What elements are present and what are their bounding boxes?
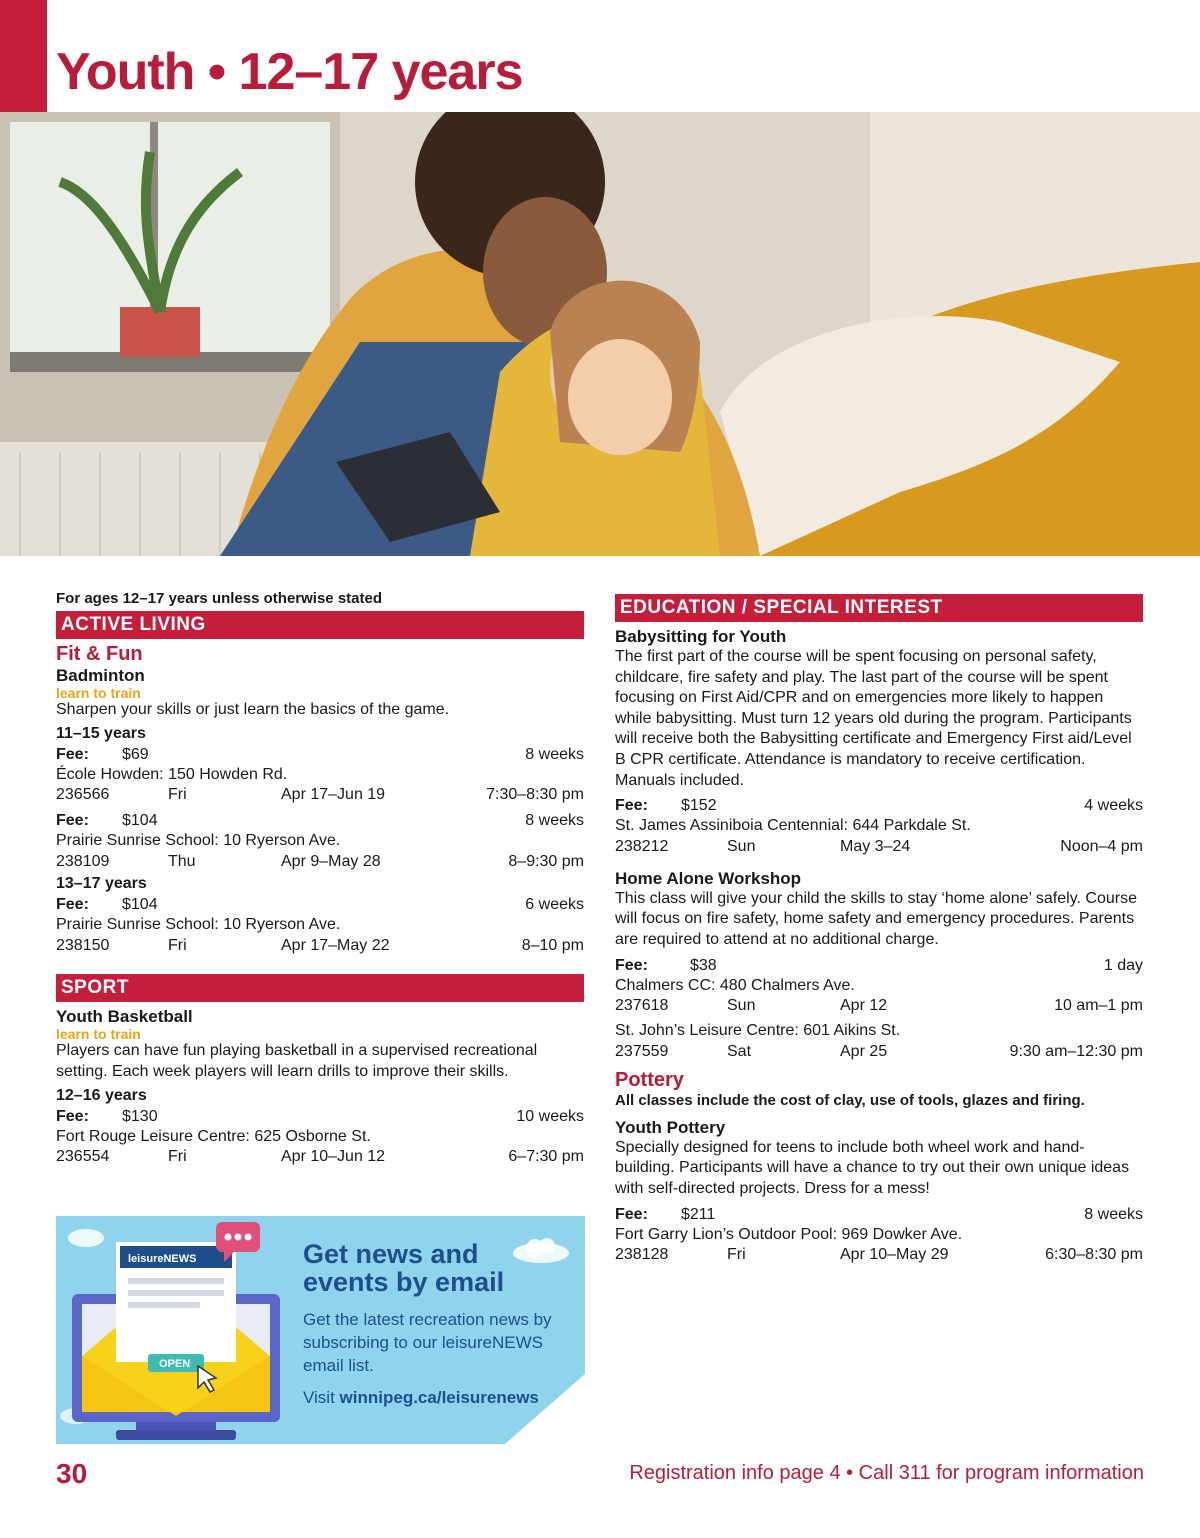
age-range: 13–17 years [56,874,147,892]
location: Fort Garry Lion’s Outdoor Pool: 969 Dowker Ave. [615,1225,963,1243]
course-time: 8–9:30 pm [508,852,584,870]
program-name-babysitting: Babysitting for Youth [615,627,787,646]
corner-accent [505,1374,585,1444]
location: St. James Assiniboia Centennial: 644 Parkdale St. [615,817,971,835]
pottery-note: All classes include the cost of clay, use of tools, glazes and firing. [615,1091,1085,1109]
course-day: Sun [727,837,756,855]
fee-label: Fee: [56,1107,89,1125]
course-day: Fri [168,786,187,804]
fee-value: $69 [122,745,149,763]
section-header-sport: SPORT [56,974,584,1002]
fee-label: Fee: [615,1205,648,1223]
fee-label: Fee: [56,895,89,913]
fee-duration: 1 day [1103,956,1143,974]
course-time: 6:30–8:30 pm [1045,1246,1143,1264]
session-row [56,852,584,873]
leisurenews-link[interactable]: winnipeg.ca/leisurenews [339,1388,539,1407]
course-dates: Apr 17–Jun 19 [281,786,386,804]
fee-duration: 4 weeks [1084,797,1143,815]
course-dates: Apr 12 [840,997,888,1015]
program-name-basketball: Youth Basketball [56,1007,193,1027]
session-row [615,837,1143,858]
course-time: 7:30–8:30 pm [486,786,584,804]
program-name-youth-pottery: Youth Pottery [615,1117,726,1137]
course-day: Fri [727,1246,746,1264]
program-name-badminton: Badminton [56,666,145,685]
page-title: Youth • 12–17 years [56,43,523,101]
session-row [615,1245,1143,1266]
left-column [56,590,584,1168]
program-description: This class will give your child the skills to stay ‘home alone’ safely. Course will focus on fire safety, home safety and emergency procedures. Parents are required to attend at no additional charge. [615,889,1137,948]
promo-title-line-2: events by email [303,1267,505,1297]
promo-title-line-1: Get news and [303,1239,479,1269]
course-day: Sun [727,997,756,1015]
visit-prefix: Visit [303,1388,340,1407]
promo-visit [303,1388,539,1408]
course-time: 9:30 am–12:30 pm [1009,1042,1143,1060]
email-illustration [56,1216,296,1444]
fee-duration: 10 weeks [516,1107,584,1125]
session-row [615,996,1143,1017]
course-time: Noon–4 pm [1060,837,1143,855]
location: St. John’s Leisure Centre: 601 Aikins St. [615,1022,901,1040]
fee-row [615,795,1143,816]
promo-title [303,1240,504,1296]
footer-info: Registration info page 4 • Call 311 for program information [629,1462,1144,1484]
course-day: Fri [168,936,187,954]
promo-text: Get the latest recreation news by subscribing to our leisureNEWS email list. [303,1310,552,1375]
age-range: 11–15 years [56,724,146,742]
session-row [56,1147,584,1168]
session-row [56,785,584,806]
course-dates: Apr 9–May 28 [281,852,381,870]
fee-label: Fee: [615,956,648,974]
section-header-active-living: ACTIVE LIVING [56,611,584,639]
right-column [615,594,1143,1266]
fee-value: $152 [681,797,717,815]
course-day: Thu [168,852,196,870]
fee-label: Fee: [56,812,89,830]
course-dates: Apr 10–May 29 [840,1246,949,1264]
course-time: 8–10 pm [521,936,584,954]
fee-row [56,1106,584,1127]
fee-value: $211 [681,1205,716,1223]
course-day: Sat [727,1042,752,1060]
program-tag: learn to train [56,1026,141,1043]
location: École Howden: 150 Howden Rd. [56,765,288,783]
age-note: For ages 12–17 years unless otherwise stated [56,590,382,607]
open-label: OPEN [159,1358,191,1370]
cloud-icon [511,1234,571,1264]
course-code: 236566 [56,786,110,804]
subheading-fit-fun: Fit & Fun [56,643,143,665]
course-time: 10 am–1 pm [1054,997,1143,1015]
title-accent-bar [0,0,47,112]
location: Prairie Sunrise School: 10 Ryerson Ave. [56,915,341,933]
course-dates: May 3–24 [840,837,911,855]
fee-row [56,744,584,765]
program-tag: learn to train [56,685,141,701]
course-code: 237618 [615,997,669,1015]
fee-row [56,894,584,915]
fee-value: $104 [122,895,158,913]
fee-value: $38 [690,956,717,974]
fee-row [615,1204,1143,1225]
fee-value: $104 [122,812,158,830]
fee-row [615,955,1143,976]
fee-duration: 8 weeks [525,812,584,830]
fee-row [56,810,584,831]
course-dates: Apr 10–Jun 12 [281,1148,386,1166]
course-dates: Apr 25 [840,1042,888,1060]
course-code: 238150 [56,936,110,954]
course-code: 238109 [56,852,110,870]
age-range: 12–16 years [56,1086,147,1104]
location: Fort Rouge Leisure Centre: 625 Osborne St. [56,1127,371,1145]
newsletter-name: leisureNEWS [128,1253,197,1265]
course-code: 236554 [56,1148,110,1166]
program-description: Players can have fun playing basketball in a supervised recreational setting. Each week players will learn drills to improve their skills. [56,1042,538,1080]
fee-label: Fee: [56,745,89,763]
page-number: 30 [56,1458,88,1489]
program-description: The first part of the course will be spent focusing on personal safety, childcare, fire safety and play. The last part of the course will be spent focusing on First Aid/CPR and on emergencies more likely to happen while babysitting. Must turn 12 years old during the program. Participants will receive both the Babysitting certificate and Emergency First aid/Level B CPR certificate. Attendance is mandatory to receive certification. Manuals included. [615,648,1132,789]
program-description: Sharpen your skills or just learn the basics of the game. [56,701,450,718]
course-code: 238128 [615,1246,669,1264]
subheading-pottery: Pottery [615,1068,684,1091]
course-day: Fri [168,1148,187,1166]
session-row [56,936,584,957]
location: Chalmers CC: 480 Chalmers Ave. [615,976,855,994]
course-code: 238212 [615,837,669,855]
course-time: 6–7:30 pm [508,1148,584,1166]
fee-duration: 6 weeks [525,895,584,913]
program-description: Specially designed for teens to include both wheel work and hand-building. Participants will have a chance to try out their own unique ideas with self-directed projects. Dress for a mess! [615,1138,1130,1197]
location: Prairie Sunrise School: 10 Ryerson Ave. [56,832,341,850]
hero-photo [0,112,1200,556]
fee-duration: 8 weeks [1084,1205,1143,1223]
section-header-education: EDUCATION / SPECIAL INTEREST [615,594,1143,622]
session-row [615,1042,1143,1063]
fee-label: Fee: [615,797,648,815]
course-dates: Apr 17–May 22 [281,936,390,954]
fee-value: $130 [122,1107,158,1125]
course-code: 237559 [615,1042,669,1060]
newsletter-promo [56,1216,585,1444]
program-name-home-alone: Home Alone Workshop [615,868,802,888]
fee-duration: 8 weeks [525,745,584,763]
